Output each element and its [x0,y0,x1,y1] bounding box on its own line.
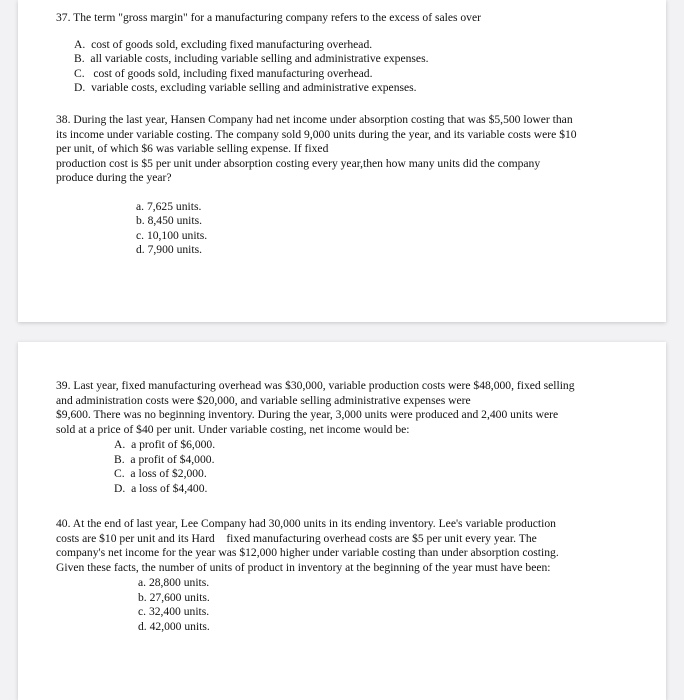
question-39-option-c: C. a loss of $2,000. [114,467,207,481]
question-40-line: Given these facts, the number of units of product in inventory at the beginning of the year must have been: [56,560,551,574]
question-38 [56,113,646,258]
question-38-options [136,200,646,258]
question-40-line: company's net income for the year was $12,000 higher under variable costing than under absorption costing. [56,546,559,559]
question-39-line: $9,600. There was no beginning inventory. During the year, 3,000 units were produced and 2,400 units were [56,408,559,421]
question-40-line: costs are $10 per unit and its Hard fixed manufacturing overhead costs are $5 per unit every year. The [56,531,537,545]
question-38-option-c: c. 10,100 units. [136,228,208,242]
question-39 [56,379,646,496]
question-38-option-a: a. 7,625 units. [136,199,202,213]
question-38-line: per unit, of which $6 was variable selling expense. If fixed [56,142,329,155]
question-37-option-c: C. cost of goods sold, including fixed manufacturing overhead. [74,66,373,80]
question-38-option-d: d. 7,900 units. [136,243,203,257]
question-38-line: 38. During the last year, Hansen Company had net income under absorption costing that was $5,500 lower than [56,113,573,126]
question-40-line: 40. At the end of last year, Lee Company had 30,000 units in its ending inventory. Lee's variable production [56,517,556,530]
question-39-option-a: A. a profit of $6,000. [114,438,216,451]
question-39-option-b: B. a profit of $4,000. [114,452,215,466]
question-38-line: its income under variable costing. The company sold 9,000 units during the year, and its variable costs were $10 [56,127,577,141]
question-38-line: produce during the year? [56,171,172,184]
document-page-2 [18,342,666,700]
question-40-option-d: d. 42,000 units. [138,619,210,633]
question-40-option-c: c. 32,400 units. [138,605,210,619]
question-40-options [138,576,646,634]
question-39-line: sold at a price of $40 per unit. Under variable costing, net income would be: [56,422,410,436]
question-37-option-d: D. variable costs, excluding variable selling and administrative expenses. [74,81,417,95]
question-38-line: production cost is $5 per unit under absorption costing every year,then how many units did the company [56,156,541,170]
question-38-option-b: b. 8,450 units. [136,214,203,228]
question-40-option-a: a. 28,800 units. [138,576,210,589]
question-37-option-b: B. all variable costs, including variable selling and administrative expenses. [74,52,429,66]
question-39-line: 39. Last year, fixed manufacturing overhead was $30,000, variable production costs were $48,000, fixed selling [56,379,575,392]
question-39-line: and administration costs were $20,000, and variable selling administrative expenses were [56,393,471,407]
question-39-option-d: D. a loss of $4,400. [114,481,208,495]
question-39-options [114,438,646,496]
question-40-option-b: b. 27,600 units. [138,590,210,604]
question-40 [56,517,646,634]
document-page-1 [18,0,666,322]
question-37 [56,11,646,96]
question-37-option-a: A. cost of goods sold, excluding fixed manufacturing overhead. [74,37,373,51]
question-37-stem: 37. The term "gross margin" for a manufacturing company refers to the excess of sales over [56,11,481,24]
question-37-options [74,38,646,96]
